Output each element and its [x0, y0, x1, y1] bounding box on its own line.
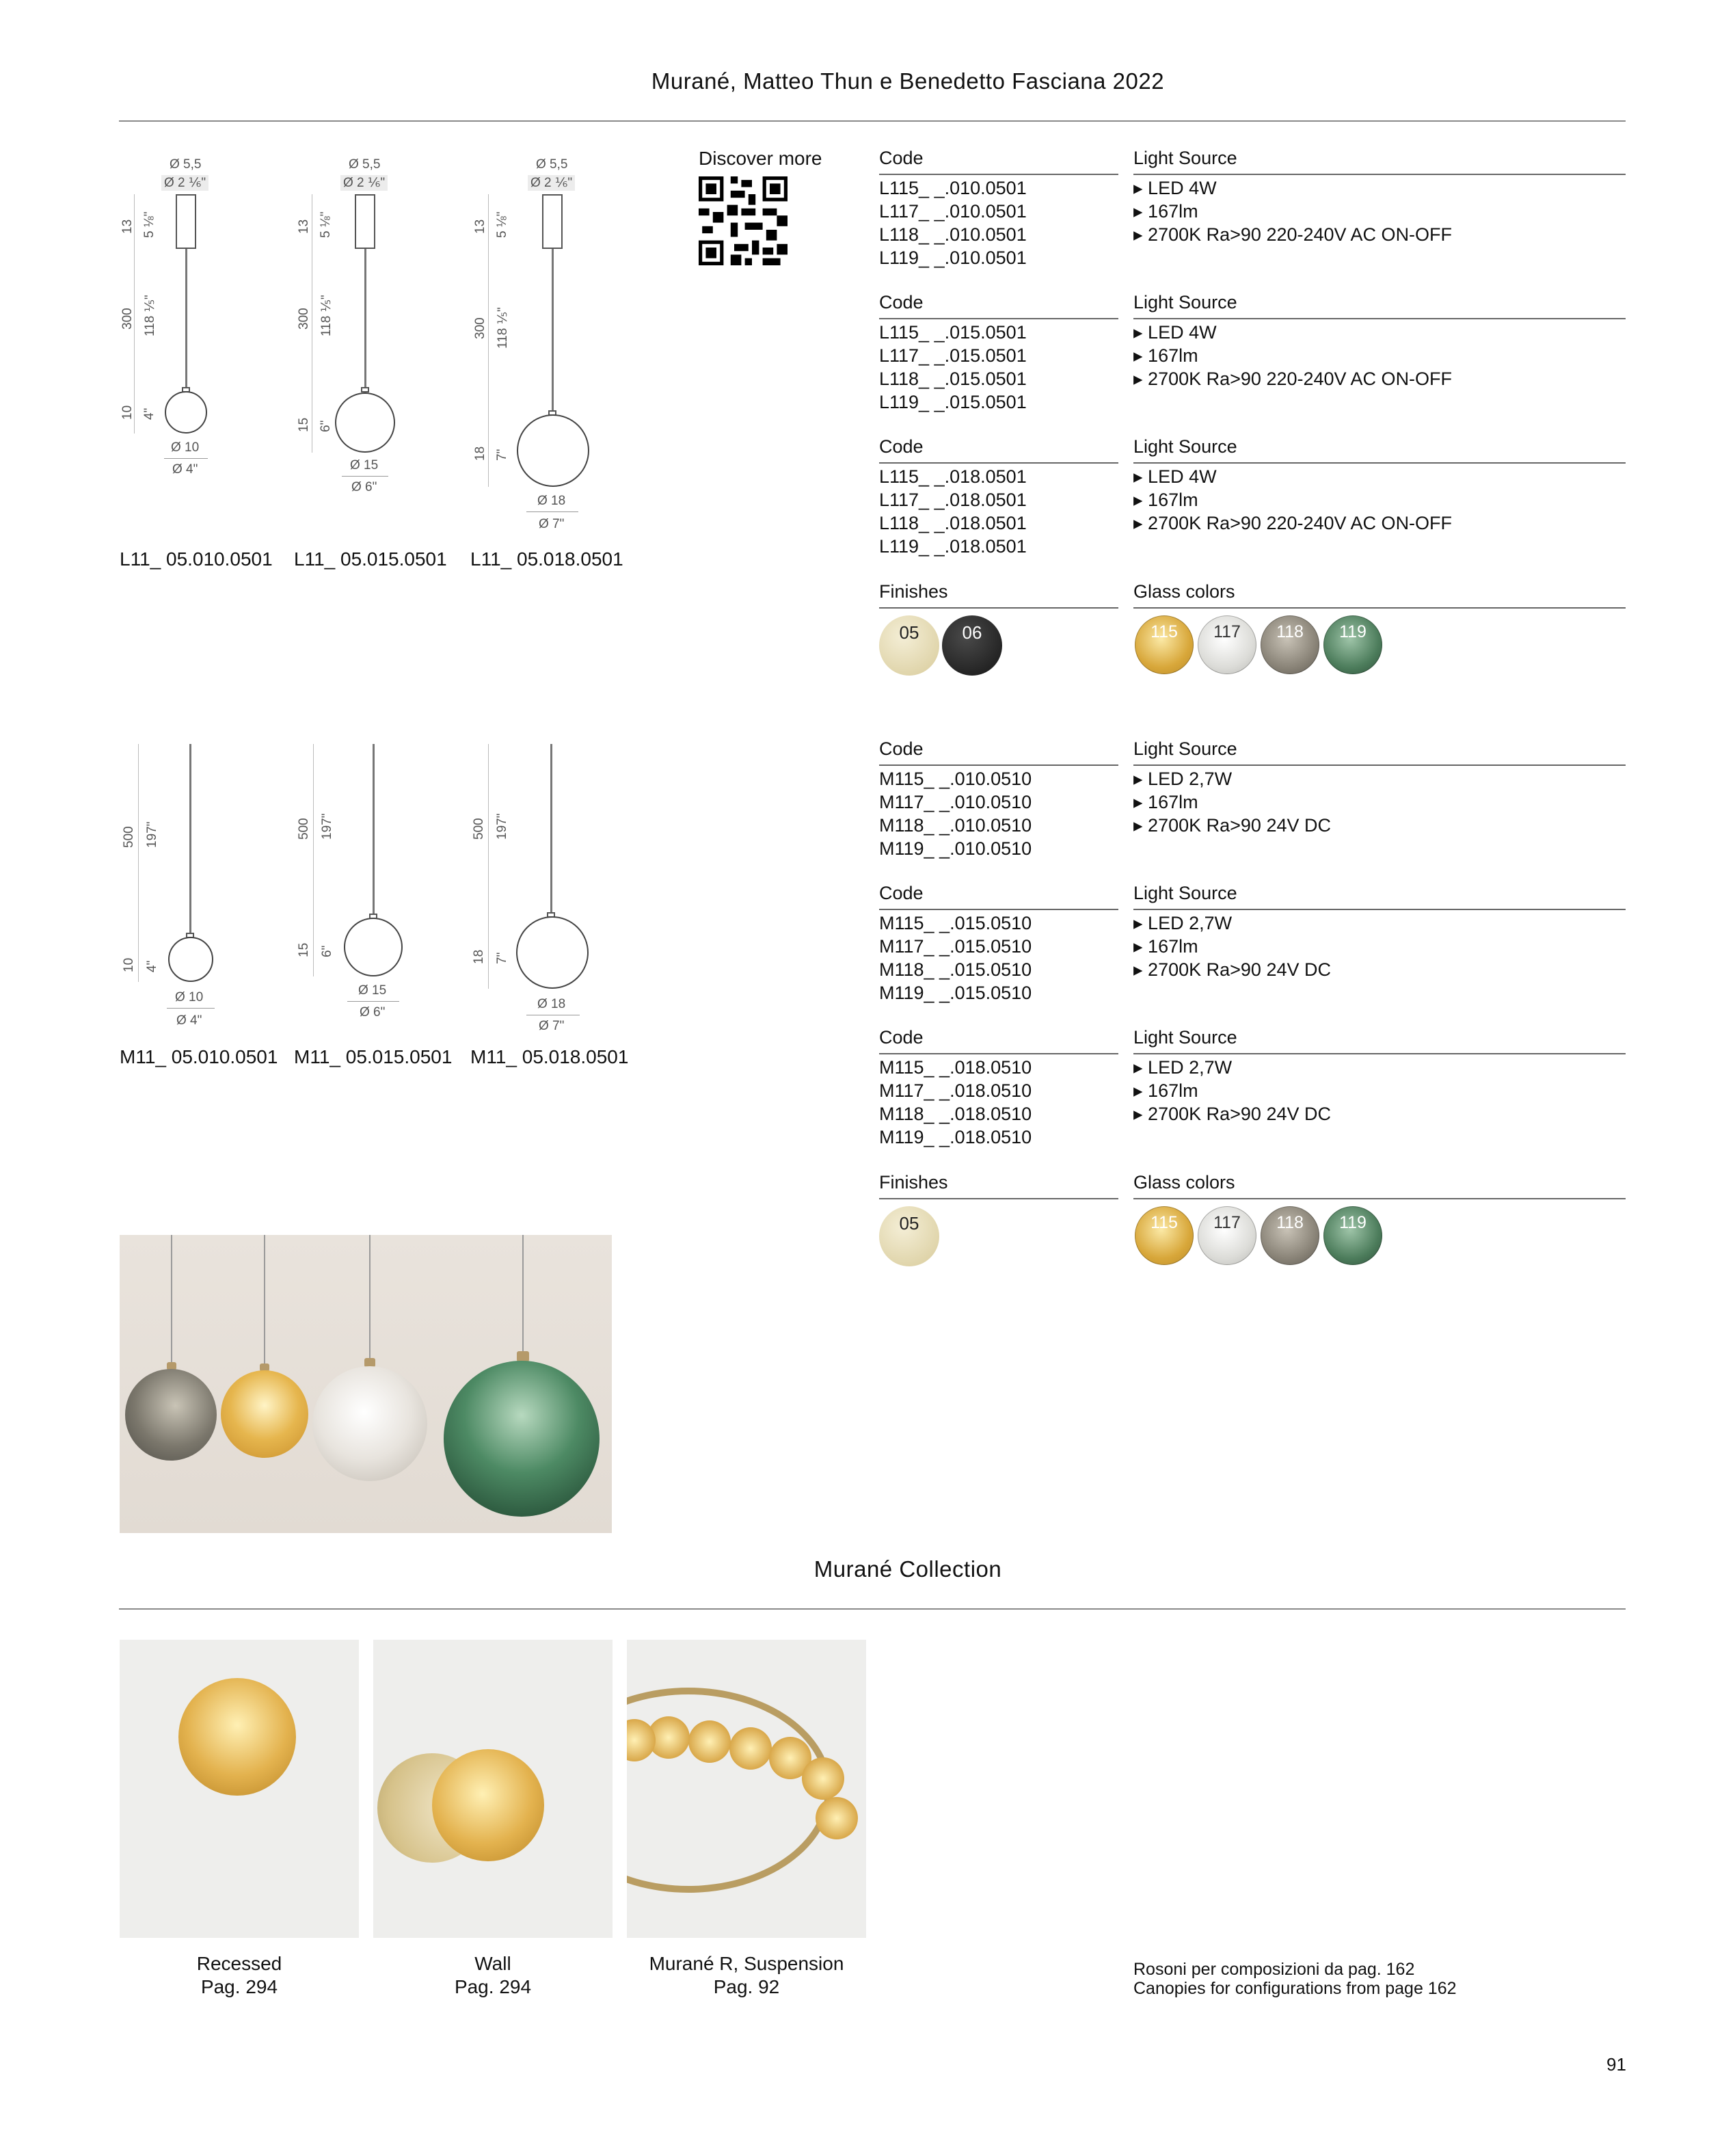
product-code: L11_ 05.018.0501 — [470, 548, 623, 570]
canopy-diameter-inch: Ø 2 ⅙" — [340, 175, 388, 191]
code-line: M118_ _.015.0510 — [879, 959, 1032, 980]
spec-line: ▸ 2700K Ra>90 24V DC — [1133, 959, 1331, 980]
cable-length-inch: 197" — [495, 813, 509, 840]
product-code: M11_ 05.015.0501 — [294, 1046, 453, 1067]
globe-diameter-inch: Ø 6" — [360, 1005, 386, 1020]
globe — [344, 918, 403, 976]
code-line: L115_ _.010.0501 — [879, 178, 1027, 198]
cable-length-inch: 197" — [145, 821, 159, 848]
code-line: L117_ _.010.0501 — [879, 201, 1027, 222]
code-line: M119_ _.015.0510 — [879, 983, 1032, 1003]
product-photo — [120, 1235, 612, 1533]
spec-line: ▸ LED 4W — [1133, 178, 1217, 198]
spec-line: ▸ 2700K Ra>90 24V DC — [1133, 1104, 1331, 1124]
glass-globe-smoke — [125, 1369, 217, 1461]
code-line: M117_ _.015.0510 — [879, 936, 1032, 957]
product-code: L11_ 05.010.0501 — [120, 548, 273, 570]
glass-swatch-115[interactable]: 115 — [1135, 615, 1194, 674]
product-code: L11_ 05.015.0501 — [294, 548, 447, 570]
globe-diameter-inch: Ø 4" — [172, 462, 198, 477]
finishes-header: Finishes — [879, 581, 948, 602]
spec-line: ▸ LED 2,7W — [1133, 1057, 1233, 1078]
cable-length: 500 — [297, 818, 311, 840]
cable-length: 500 — [472, 818, 486, 840]
spec-table-top-3 — [879, 436, 1623, 566]
spec-line: ▸ 167lm — [1133, 1080, 1198, 1101]
collection-recessed-name[interactable]: Recessed — [196, 1953, 282, 1974]
code-line: M115_ _.018.0510 — [879, 1057, 1032, 1078]
glass-swatch-118[interactable]: 118 — [1261, 615, 1319, 674]
canopy — [176, 194, 196, 249]
canopy-height: 13 — [120, 219, 135, 234]
spec-line: ▸ LED 2,7W — [1133, 913, 1233, 933]
canopy — [355, 194, 375, 249]
code-line: M117_ _.010.0510 — [879, 792, 1032, 812]
cable-length: 500 — [122, 826, 136, 848]
product-code: M11_ 05.018.0501 — [470, 1046, 629, 1067]
glass-globe-clear — [312, 1366, 427, 1481]
glass-colors-header: Glass colors — [1133, 1172, 1235, 1193]
globe-height: 10 — [122, 957, 136, 972]
globe-height-inch: 7" — [495, 952, 509, 964]
globe-diameter: Ø 18 — [537, 997, 566, 1011]
globe-height: 18 — [473, 446, 487, 461]
code-header: Code — [879, 292, 924, 312]
canopy-height-inch: 5 ⅛" — [142, 211, 157, 238]
cable-length-inch: 118 ⅕" — [496, 307, 510, 349]
globe-diameter-inch: Ø 7" — [539, 517, 565, 531]
collection-title: Murané Collection — [813, 1556, 1002, 1582]
globe-diameter: Ø 10 — [171, 440, 200, 455]
cable-length: 300 — [297, 308, 311, 330]
globe-height-inch: 4" — [142, 408, 157, 420]
globe-diameter: Ø 15 — [358, 983, 387, 998]
globe — [517, 414, 589, 487]
glass-globe-amber — [221, 1370, 308, 1458]
spec-line: ▸ 167lm — [1133, 345, 1198, 366]
spec-table-bottom-1 — [879, 738, 1623, 868]
code-line: M115_ _.015.0510 — [879, 913, 1032, 933]
globe-diameter: Ø 10 — [175, 990, 204, 1004]
page-title: Murané, Matteo Thun e Benedetto Fasciana 2022 — [651, 68, 1165, 94]
code-line: M117_ _.018.0510 — [879, 1080, 1032, 1101]
code-header: Code — [879, 436, 924, 457]
collection-recessed-page[interactable]: Pag. 294 — [200, 1976, 278, 1997]
light-source-header: Light Source — [1133, 1027, 1237, 1048]
canopy-diameter-inch: Ø 2 ⅙" — [528, 175, 575, 191]
collection-ring-name[interactable]: Murané R, Suspension — [649, 1953, 844, 1974]
cable — [552, 249, 554, 412]
canopy-height: 13 — [297, 219, 311, 234]
cable — [364, 249, 366, 388]
discover-more-label: Discover more — [699, 148, 822, 169]
globe-diameter-inch: Ø 6" — [351, 480, 377, 494]
finishes-header: Finishes — [879, 1172, 948, 1193]
collection-divider — [119, 1608, 1626, 1610]
canopy-diameter: Ø 5,5 — [170, 157, 202, 172]
spec-line: ▸ 167lm — [1133, 936, 1198, 957]
code-header: Code — [879, 883, 924, 903]
spec-line: ▸ LED 2,7W — [1133, 769, 1233, 789]
globe-height-inch: 6" — [319, 420, 333, 432]
spec-line: ▸ 2700K Ra>90 220-240V AC ON-OFF — [1133, 224, 1453, 245]
globe — [168, 937, 213, 982]
globe — [165, 391, 207, 434]
globe-diameter: Ø 18 — [537, 494, 566, 508]
canopy-height-inch: 5 ⅛" — [495, 211, 509, 238]
code-line: M119_ _.010.0510 — [879, 838, 1032, 859]
light-source-header: Light Source — [1133, 148, 1237, 168]
code-header: Code — [879, 148, 924, 168]
cable-length-inch: 197" — [320, 813, 334, 840]
collection-ring-photo[interactable] — [627, 1640, 866, 1938]
cable — [189, 744, 191, 933]
globe-height-inch: 7" — [495, 449, 509, 461]
canopy-height-inch: 5 ⅛" — [319, 211, 333, 238]
globe-height: 15 — [297, 942, 311, 957]
canopy-diameter: Ø 5,5 — [349, 157, 381, 172]
wall-globe — [432, 1749, 544, 1861]
spec-line: ▸ 2700K Ra>90 220-240V AC ON-OFF — [1133, 513, 1453, 533]
cable-length: 300 — [120, 308, 135, 330]
collection-recessed-photo[interactable] — [120, 1640, 359, 1938]
spec-table-bottom-3 — [879, 1027, 1623, 1157]
product-code: M11_ 05.010.0501 — [120, 1046, 278, 1067]
canopy-diameter: Ø 5,5 — [536, 157, 568, 172]
code-line: L118_ _.015.0501 — [879, 369, 1027, 389]
globe-height-inch: 6" — [320, 945, 334, 957]
cable — [373, 744, 375, 915]
light-source-header: Light Source — [1133, 292, 1237, 312]
code-line: L117_ _.018.0501 — [879, 490, 1027, 510]
globe-height: 10 — [120, 405, 135, 420]
code-line: L118_ _.018.0501 — [879, 513, 1027, 533]
code-line: M119_ _.018.0510 — [879, 1127, 1032, 1147]
glass-swatch-118[interactable]: 118 — [1261, 1206, 1319, 1265]
spec-line: ▸ 167lm — [1133, 201, 1198, 222]
code-header: Code — [879, 738, 924, 759]
glass-swatch-117[interactable]: 117 — [1198, 1206, 1256, 1265]
globe — [335, 392, 395, 453]
finishes-top — [879, 581, 1623, 684]
code-line: L117_ _.015.0501 — [879, 345, 1027, 366]
collection-ring-page[interactable]: Pag. 92 — [713, 1976, 780, 1997]
glass-globe-green — [444, 1361, 600, 1517]
header-divider — [119, 120, 1626, 122]
spec-table-bottom-2 — [879, 883, 1623, 1013]
globe — [516, 916, 589, 989]
glass-colors-header: Glass colors — [1133, 581, 1235, 602]
spec-line: ▸ 2700K Ra>90 220-240V AC ON-OFF — [1133, 369, 1453, 389]
collection-wall-page[interactable]: Pag. 294 — [454, 1976, 532, 1997]
code-line: L119_ _.010.0501 — [879, 248, 1027, 268]
globe-height-inch: 4" — [145, 960, 159, 972]
spec-table-top-1 — [879, 148, 1623, 278]
cable — [550, 744, 552, 914]
finish-swatch-06[interactable]: 06 — [942, 615, 1002, 676]
code-line: L115_ _.015.0501 — [879, 322, 1027, 343]
glass-swatch-117[interactable]: 117 — [1198, 615, 1256, 674]
cable-length-inch: 118 ⅕" — [143, 295, 157, 336]
canopies-note-it: Rosoni per composizioni da pag. 162 — [1133, 1960, 1415, 1979]
spec-line: ▸ 167lm — [1133, 792, 1198, 812]
light-source-header: Light Source — [1133, 738, 1237, 759]
finish-swatch-05[interactable]: 05 — [879, 615, 939, 676]
collection-wall-name[interactable]: Wall — [474, 1953, 511, 1974]
light-source-header: Light Source — [1133, 436, 1237, 457]
code-header: Code — [879, 1027, 924, 1048]
canopy — [542, 194, 563, 249]
code-line: L119_ _.018.0501 — [879, 536, 1027, 557]
page-number: 91 — [1606, 2054, 1626, 2075]
spec-line: ▸ 167lm — [1133, 490, 1198, 510]
cable-length-inch: 118 ⅕" — [319, 295, 334, 336]
cable — [185, 249, 187, 388]
glass-swatch-119[interactable]: 119 — [1323, 1206, 1382, 1265]
spec-line: ▸ LED 4W — [1133, 322, 1217, 343]
glass-swatch-119[interactable]: 119 — [1323, 615, 1382, 674]
collection-wall-photo[interactable] — [373, 1640, 613, 1938]
finish-swatch-05[interactable]: 05 — [879, 1206, 939, 1266]
spec-line: ▸ 2700K Ra>90 24V DC — [1133, 815, 1331, 836]
spec-table-top-2 — [879, 292, 1623, 422]
code-line: M115_ _.010.0510 — [879, 769, 1032, 789]
code-line: L115_ _.018.0501 — [879, 466, 1027, 487]
socket-cap — [361, 387, 369, 392]
recessed-globe — [178, 1678, 296, 1796]
spec-line: ▸ LED 4W — [1133, 466, 1217, 487]
globe-height: 15 — [297, 417, 311, 432]
glass-swatch-115[interactable]: 115 — [1135, 1206, 1194, 1265]
code-line: L118_ _.010.0501 — [879, 224, 1027, 245]
globe-diameter-inch: Ø 4" — [176, 1013, 202, 1028]
globe-diameter-inch: Ø 7" — [539, 1019, 565, 1033]
globe-height: 18 — [472, 949, 486, 964]
globe-diameter: Ø 15 — [350, 458, 379, 473]
finishes-bottom — [879, 1172, 1623, 1275]
code-line: M118_ _.018.0510 — [879, 1104, 1032, 1124]
code-line: M118_ _.010.0510 — [879, 815, 1032, 836]
cable-length: 300 — [473, 317, 487, 339]
canopy-diameter-inch: Ø 2 ⅙" — [161, 175, 208, 191]
qr-code[interactable] — [699, 176, 788, 265]
light-source-header: Light Source — [1133, 883, 1237, 903]
canopy-height: 13 — [473, 219, 487, 234]
canopies-note-en: Canopies for configurations from page 162 — [1133, 1979, 1457, 1998]
code-line: L119_ _.015.0501 — [879, 392, 1027, 412]
